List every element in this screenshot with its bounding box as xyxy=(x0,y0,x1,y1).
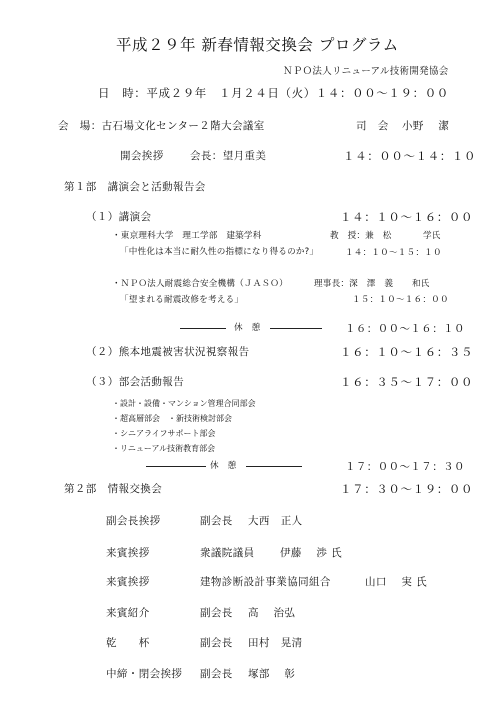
break1-time: １６：００～１６：１０ xyxy=(345,323,465,335)
lecture1-topic: 「中性化は本当に耐久性の指標になり得るのか?」 xyxy=(120,247,319,257)
activity-item: ・シニアライフサポート部会 xyxy=(112,429,216,438)
program-row-name: 伊藤 渉 氏 xyxy=(280,547,342,559)
program-row-label: 来賓紹介 xyxy=(106,607,150,619)
program-row-label: 来賓挨拶 xyxy=(106,576,150,588)
lecture2-affiliation: ・ＮＰＯ法人耐震総合安全機構（ＪＡＳＯ） xyxy=(112,279,288,289)
break1-label: 休 憩 xyxy=(234,323,261,333)
lecture2-role: 理事長：深 澤 義 xyxy=(314,279,394,289)
program-row-role: 副会長 xyxy=(200,668,233,680)
page-title: 平成２９年 新春情報交換会 プログラム xyxy=(116,36,399,54)
lecture-section-label: （１）講演会 xyxy=(86,211,152,223)
opening-time: １４：００～１４：１０ xyxy=(343,149,477,163)
mc-label: 司 会 xyxy=(356,120,389,132)
opening-speaker: 会長：望月重美 xyxy=(190,150,267,162)
program-row-role: 副会長 xyxy=(200,637,233,649)
program-row-name: 塚部 彰 xyxy=(248,668,296,680)
organizer: ＮＰＯ法人リニューアル技術開発協会 xyxy=(283,66,449,77)
activity-item: ・設計・設備・マンション管理合同部会 xyxy=(112,399,256,408)
program-row-label: 中締・閉会挨拶 xyxy=(106,668,183,680)
activity-report-time: １６：３５～１７：００ xyxy=(340,375,474,389)
activity-report-label: （３）部会活動報告 xyxy=(86,376,185,388)
lecture1-name: 学氏 xyxy=(423,231,441,241)
event-datetime: 日 時：平成２９年 １月２４日（火）１４：００～１９：００ xyxy=(98,86,449,100)
kumamoto-report-label: （２）熊本地震被害状況視察報告 xyxy=(86,346,250,358)
part2-time: １７：３０～１９：００ xyxy=(340,482,474,496)
break2-rule-right xyxy=(246,466,302,467)
activity-item: ・超高層部会 ・新技術検討部会 xyxy=(112,414,232,423)
mc-name: 小野 潔 xyxy=(402,120,450,132)
program-row-name: 山口 実 氏 xyxy=(365,576,427,588)
program-row-role: 建物診断設計事業協同組合 xyxy=(200,576,331,588)
part2-heading: 第２部 情報交換会 xyxy=(64,483,163,495)
lecture-section-time: １４：１０～１６：００ xyxy=(340,210,474,224)
program-row-role: 副会長 xyxy=(200,515,233,527)
kumamoto-report-time: １６：１０～１６：３５ xyxy=(340,345,474,359)
lecture2-time: １５：１０～１６：００ xyxy=(352,295,449,305)
program-row-label: 乾 杯 xyxy=(106,637,150,649)
lecture1-affiliation: ・東京理科大学 理工学部 建築学科 xyxy=(112,231,262,241)
program-row-role: 衆議院議員 xyxy=(200,547,255,559)
program-row-label: 来賓挨拶 xyxy=(106,547,150,559)
activity-item: ・リニューアル技術教育部会 xyxy=(112,444,216,453)
program-row-role: 副会長 xyxy=(200,607,233,619)
event-venue: 会 場：古石場文化センター２階大会議室 xyxy=(58,120,265,132)
lecture2-name: 和氏 xyxy=(412,279,430,289)
opening-label: 開会挨拶 xyxy=(120,150,164,162)
part1-heading: 第１部 講演会と活動報告会 xyxy=(64,181,206,193)
break1-rule-left xyxy=(180,328,226,329)
program-row-label: 副会長挨拶 xyxy=(106,515,161,527)
lecture1-role: 教 授：兼 松 xyxy=(330,231,392,241)
break1-rule-right xyxy=(270,328,322,329)
program-row-name: 大西 正人 xyxy=(248,515,303,527)
lecture2-topic: 「望まれる耐震改修を考える」 xyxy=(120,295,244,305)
break2-label: 休 憩 xyxy=(210,461,237,471)
lecture1-time: １４：１０～１５：１０ xyxy=(345,248,442,258)
break2-time: １７：００～１７：３０ xyxy=(345,461,465,473)
program-row-name: 高 治弘 xyxy=(248,607,296,619)
break2-rule-left xyxy=(146,466,206,467)
program-row-name: 田村 晃清 xyxy=(248,637,303,649)
